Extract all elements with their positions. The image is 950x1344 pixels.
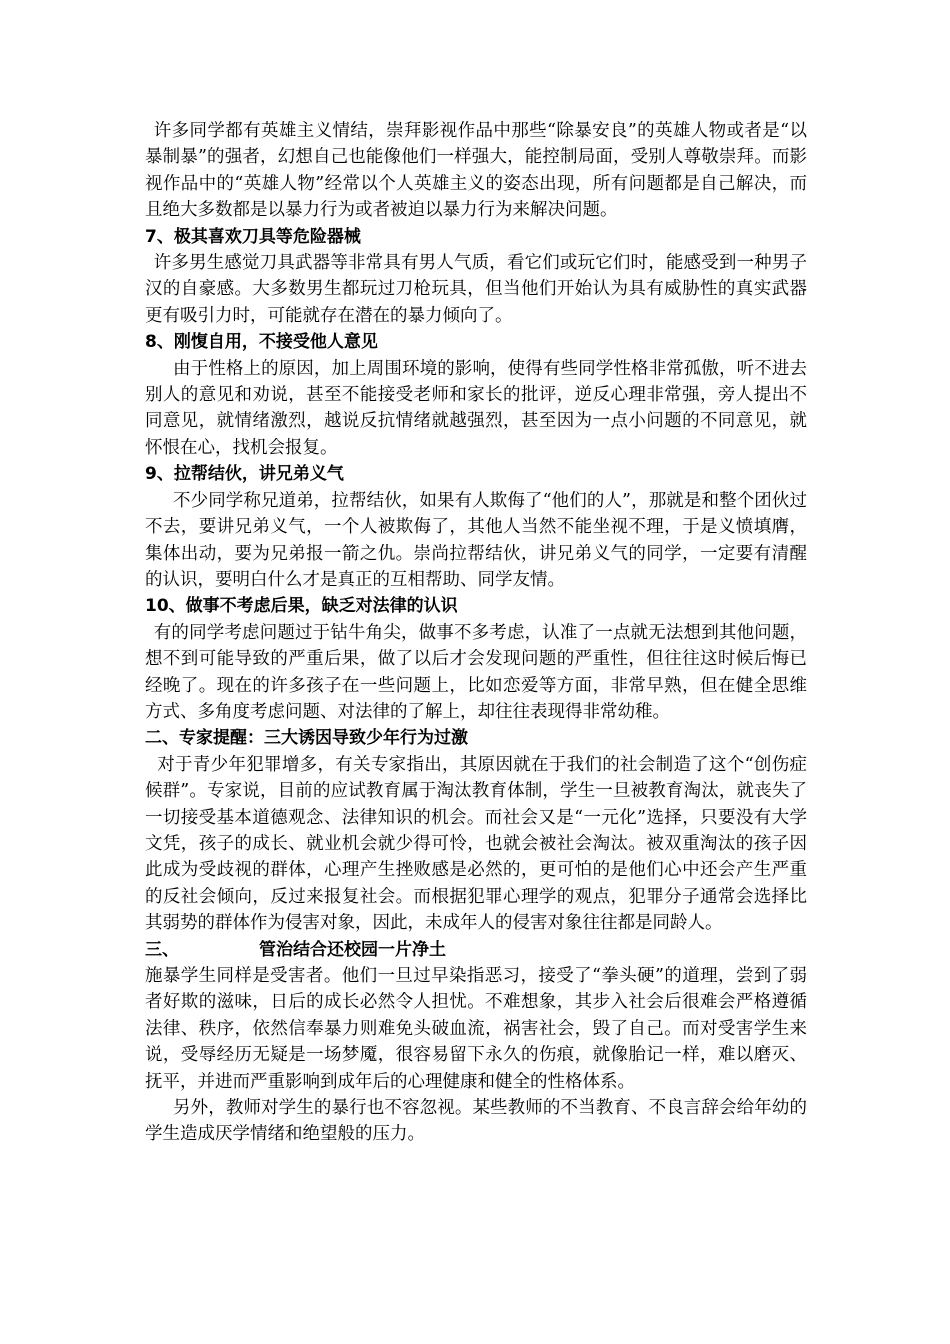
heading-10-consequences: 10、做事不考虑后果，缺乏对法律的认识 [145,596,458,617]
paragraph-stubborn: 由于性格上的原因，加上周围环境的影响，使得有些同学性格非常孤傲，听不进去别人的意见和劝说，甚至不能接受老师和家长的批评，逆反心理非常强，旁人提出不同意见，就情绪激烈，越说反抗情绪就越强烈，甚至因为一点小问题的不同意见，就怀恨在心，找机会报复。 [145,358,807,458]
paragraph-teachers: 另外，教师对学生的暴行也不容忽视。某些教师的不当教育、不良言辞会给年幼的学生造成厌学情绪和绝望般的压力。 [145,1098,807,1145]
paragraph-victims: 施暴学生同样是受害者。他们一旦过早染指恶习，接受了“拳头硬”的道理，尝到了弱者好欺的滋味，日后的成长必然令人担忧。不难想象，其步入社会后很难会严格遵循法律、秩序，依然信奉暴力则难免头破血流，祸害社会，毁了自己。而对受害学生来说，受辱经历无疑是一场梦魇，很容易留下永久的伤痕，就像胎记一样，难以磨灭、抚平，并进而严重影响到成年后的心理健康和健全的性格体系。 [145,966,807,1092]
document-body [145,118,807,1148]
paragraph-expert: 对于青少年犯罪增多，有关专家指出，其原因就在于我们的社会制造了这个“创伤症候群”。专家说，目前的应试教育属于淘汰教育体制，学生一旦被教育淘汰，就丧失了一切接受基本道德观念、法律知识的机会。而社会又是“一元化”选择，只要没有大学文凭，孩子的成长、就业机会就少得可怜，也就会被社会淘汰。被双重淘汰的孩子因此成为受歧视的群体，心理产生挫败感是必然的，更可怕的是他们心中还会产生严重的反社会倾向，反过来报复社会。而根据犯罪心理学的观点，犯罪分子通常会选择比其弱势的群体作为侵害对象，因此，未成年人的侵害对象往往都是同龄人。 [145,754,807,934]
heading-7-dangerous-weapons: 7、极其喜欢刀具等危险器械 [145,226,361,247]
heading-section-3-number: 三、 [145,939,179,960]
heading-section-2-expert: 二、专家提醒：三大诱因导致少年行为过激 [145,728,468,749]
heading-8-stubborn: 8、刚愎自用，不接受他人意见 [145,332,378,353]
paragraph-gangs: 不少同学称兄道弟，拉帮结伙，如果有人欺侮了“他们的人”，那就是和整个团伙过不去，要讲兄弟义气，一个人被欺侮了，其他人当然不能坐视不理，于是义愤填膺，集体出动，要为兄弟报一箭之仇。崇尚拉帮结伙，讲兄弟义气的同学，一定要有清醒的认识，要明白什么才是真正的互相帮助、同学友情。 [145,490,807,590]
heading-9-gangs: 9、拉帮结伙，讲兄弟义气 [145,464,344,485]
paragraph-consequences: 有的同学考虑问题过于钻牛角尖，做事不多考虑，认准了一点就无法想到其他问题，想不到可能导致的严重后果，做了以后才会发现问题的严重性，但往往这时候后悔已经晚了。现在的许多孩子在一些问题上，比如恋爱等方面，非常早熟，但在健全思维方式、多角度考虑问题、对法律的了解上，却往往表现得非常幼稚。 [145,622,807,722]
paragraph-hero-worship: 许多同学都有英雄主义情结，崇拜影视作品中那些“除暴安良”的英雄人物或者是“以暴制暴”的强者，幻想自己也能像他们一样强大，能控制局面，受别人尊敬崇拜。而影视作品中的“英雄人物”经常以个人英雄主义的姿态出现，所有问题都是自己解决，而且绝大多数都是以暴力行为或者被迫以暴力行为来解决问题。 [145,121,807,221]
paragraph-weapons: 许多男生感觉刀具武器等非常具有男人气质，看它们或玩它们时，能感受到一种男子汉的自豪感。大多数男生都玩过刀枪玩具，但当他们开始认为具有威胁性的真实武器更有吸引力时，可能就存在潜在的暴力倾向了。 [145,253,807,326]
heading-section-3 [145,937,807,963]
heading-section-3-title: 管治结合还校园一片净土 [259,939,446,960]
